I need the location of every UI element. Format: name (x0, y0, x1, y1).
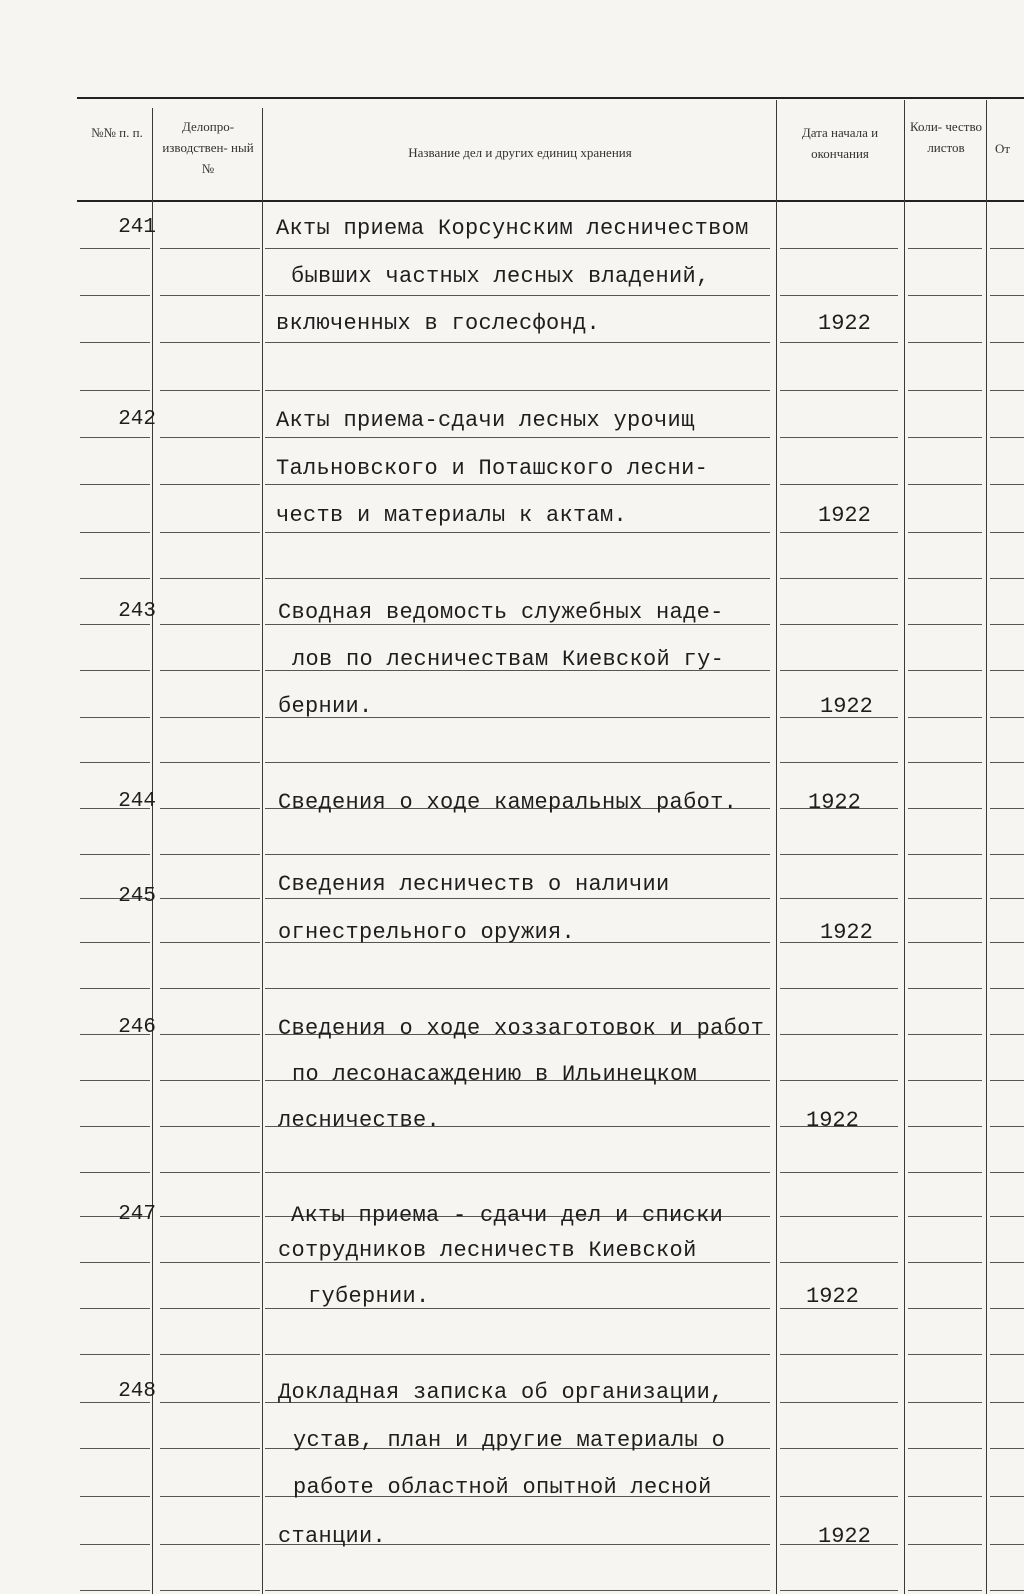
ruling-line (80, 1448, 150, 1449)
ruling-line (780, 578, 898, 579)
ruling-line (990, 532, 1024, 533)
row-title-line: лов по лесничествам Киевской гу- (292, 647, 725, 672)
ruling-line (80, 1172, 150, 1173)
ruling-line (990, 762, 1024, 763)
ruling-line (908, 1216, 982, 1217)
ruling-line (908, 624, 982, 625)
ruling-line (908, 762, 982, 763)
ruling-line (80, 1354, 150, 1355)
ruling-line (80, 624, 150, 625)
ruling-line (990, 342, 1024, 343)
ruling-line (160, 988, 260, 989)
row-year: 1922 (808, 790, 861, 815)
ruling-line (80, 1126, 150, 1127)
ruling-line (990, 578, 1024, 579)
ruling-line (160, 1544, 260, 1545)
ruling-line (160, 1354, 260, 1355)
ruling-line (80, 532, 150, 533)
ruling-line (160, 670, 260, 671)
ruling-line (780, 670, 898, 671)
ruling-line (780, 988, 898, 989)
ruling-line (908, 808, 982, 809)
ruling-line (80, 1496, 150, 1497)
ruling-line (990, 624, 1024, 625)
column-divider (262, 108, 263, 1594)
row-title-line: Сведения о ходе хоззаготовок и работ (278, 1016, 765, 1041)
ruling-line (160, 808, 260, 809)
ruling-line (990, 670, 1024, 671)
ruling-line (990, 1216, 1024, 1217)
row-year: 1922 (806, 1108, 859, 1133)
ruling-line (908, 1402, 982, 1403)
ruling-line (780, 854, 898, 855)
ruling-line (990, 1544, 1024, 1545)
ruling-line (80, 248, 150, 249)
ruling-line (780, 1402, 898, 1403)
ruling-line (160, 484, 260, 485)
ruling-line (908, 248, 982, 249)
ruling-line (160, 1402, 260, 1403)
row-year: 1922 (818, 311, 871, 336)
ruling-line (908, 1308, 982, 1309)
ruling-line (265, 578, 770, 579)
column-divider (904, 100, 905, 1594)
ruling-line (160, 624, 260, 625)
ruling-line (265, 1590, 770, 1591)
ruling-line (160, 578, 260, 579)
ruling-line (80, 762, 150, 763)
row-title-line: губернии. (308, 1284, 430, 1309)
ruling-line (160, 295, 260, 296)
ruling-line (80, 1544, 150, 1545)
ruling-line (80, 295, 150, 296)
header-sheets: Коли- чество листов (910, 119, 983, 155)
ruling-line (990, 898, 1024, 899)
row-year: 1922 (820, 920, 873, 945)
ruling-line (908, 1034, 982, 1035)
ruling-line (80, 484, 150, 485)
row-title-line: Тальновского и Поташского лесни- (276, 456, 709, 481)
ruling-line (160, 248, 260, 249)
row-year: 1922 (818, 503, 871, 528)
row-year: 1922 (820, 694, 873, 719)
ruling-line (908, 1544, 982, 1545)
ruling-line (780, 248, 898, 249)
row-title-line: устав, план и другие материалы о (293, 1428, 726, 1453)
header-bottom-rule (77, 200, 1024, 202)
ruling-line (780, 1354, 898, 1355)
ruling-line (160, 898, 260, 899)
row-title-line: Сводная ведомость служебных наде- (278, 600, 724, 625)
ruling-line (265, 390, 770, 391)
row-number: 241 (118, 216, 156, 239)
ruling-line (990, 1590, 1024, 1591)
column-divider (776, 100, 777, 1594)
ruling-line (908, 1590, 982, 1591)
ruling-line (265, 484, 770, 485)
ruling-line (990, 1080, 1024, 1081)
ruling-line (80, 390, 150, 391)
ruling-line (780, 624, 898, 625)
ruling-line (265, 248, 770, 249)
row-title-line: Докладная записка об организации, (278, 1380, 724, 1405)
ruling-line (780, 1448, 898, 1449)
ruling-line (265, 1172, 770, 1173)
ruling-line (780, 484, 898, 485)
ruling-line (990, 717, 1024, 718)
ruling-line (265, 1354, 770, 1355)
ruling-line (160, 1126, 260, 1127)
ruling-line (160, 342, 260, 343)
ruling-line (780, 1262, 898, 1263)
ruling-line (990, 1262, 1024, 1263)
ruling-line (908, 437, 982, 438)
ruling-line (990, 437, 1024, 438)
ruling-line (780, 295, 898, 296)
ruling-line (990, 1496, 1024, 1497)
ruling-line (160, 1216, 260, 1217)
ruling-line (908, 1262, 982, 1263)
ruling-line (990, 808, 1024, 809)
ruling-line (160, 854, 260, 855)
row-title-line: Сведения о ходе камеральных работ. (278, 790, 738, 815)
ruling-line (990, 1448, 1024, 1449)
column-divider (986, 100, 987, 1594)
row-title-line: честв и материалы к актам. (276, 503, 628, 528)
ruling-line (80, 437, 150, 438)
row-number: 245 (118, 885, 156, 908)
ruling-line (990, 390, 1024, 391)
row-number: 244 (118, 790, 156, 813)
ruling-line (908, 942, 982, 943)
ruling-line (908, 1354, 982, 1355)
ruling-line (908, 898, 982, 899)
ruling-line (780, 1216, 898, 1217)
header-title: Название дел и других единиц хранения (408, 145, 632, 160)
ruling-line (160, 1172, 260, 1173)
ruling-line (80, 1080, 150, 1081)
ruling-line (908, 854, 982, 855)
ruling-line (80, 988, 150, 989)
ruling-line (908, 1496, 982, 1497)
ruling-line (780, 437, 898, 438)
ruling-line (908, 1080, 982, 1081)
ruling-line (780, 1034, 898, 1035)
ruling-line (780, 898, 898, 899)
ruling-line (80, 1590, 150, 1591)
ruling-line (160, 717, 260, 718)
ruling-line (160, 532, 260, 533)
ruling-line (990, 1126, 1024, 1127)
row-title-line: бернии. (278, 694, 373, 719)
column-divider (152, 108, 153, 1594)
ruling-line (908, 532, 982, 533)
ruling-line (780, 390, 898, 391)
ruling-line (908, 578, 982, 579)
ruling-line (908, 484, 982, 485)
ruling-line (990, 1034, 1024, 1035)
ruling-line (160, 1308, 260, 1309)
row-number: 243 (118, 600, 156, 623)
ruling-line (80, 717, 150, 718)
ruling-line (160, 1034, 260, 1035)
row-title-line: по лесонасаждению в Ильинецком (292, 1062, 698, 1087)
row-title-line: лесничестве. (278, 1108, 441, 1133)
ruling-line (908, 1448, 982, 1449)
ruling-line (908, 295, 982, 296)
row-year: 1922 (806, 1284, 859, 1309)
ruling-line (780, 1080, 898, 1081)
row-title-line: станции. (278, 1524, 387, 1549)
ruling-line (780, 762, 898, 763)
ruling-line (990, 248, 1024, 249)
ruling-line (265, 988, 770, 989)
ruling-line (80, 578, 150, 579)
row-number: 248 (118, 1380, 156, 1403)
ruling-line (160, 942, 260, 943)
row-title-line: сотрудников лесничеств Киевской (278, 1238, 697, 1263)
ruling-line (990, 988, 1024, 989)
ruling-line (990, 854, 1024, 855)
ruling-line (160, 437, 260, 438)
ruling-line (908, 670, 982, 671)
ruling-line (780, 532, 898, 533)
row-title-line: огнестрельного оружия. (278, 920, 576, 945)
ruling-line (265, 532, 770, 533)
ruling-line (265, 295, 770, 296)
header-notes: От (995, 141, 1011, 156)
header-number: №№ п. п. (91, 125, 143, 140)
ruling-line (265, 437, 770, 438)
ruling-line (780, 342, 898, 343)
ruling-line (160, 1448, 260, 1449)
ruling-line (990, 1172, 1024, 1173)
ruling-line (265, 762, 770, 763)
row-title-line: работе областной опытной лесной (293, 1475, 712, 1500)
ruling-line (780, 1496, 898, 1497)
ruling-line (990, 1354, 1024, 1355)
ruling-line (908, 1126, 982, 1127)
header-office-number: Делопро- изводствен- ный № (162, 119, 254, 176)
row-title-line: Акты приема Корсунским лесничеством (276, 216, 749, 241)
row-year: 1922 (818, 1524, 871, 1549)
row-number: 242 (118, 408, 156, 431)
ruling-line (780, 1590, 898, 1591)
row-title-line: включенных в гослесфонд. (276, 311, 601, 336)
row-title-line: Сведения лесничеств о наличии (278, 872, 670, 897)
ruling-line (80, 1262, 150, 1263)
row-title-line: бывших частных лесных владений, (291, 264, 710, 289)
ruling-line (780, 1172, 898, 1173)
ruling-line (80, 670, 150, 671)
ruling-line (990, 1308, 1024, 1309)
ruling-line (80, 854, 150, 855)
ruling-line (80, 1308, 150, 1309)
row-title-line: Акты приема-сдачи лесных урочищ (276, 408, 695, 433)
ruling-line (160, 1590, 260, 1591)
ruling-line (80, 942, 150, 943)
ruling-line (908, 342, 982, 343)
ruling-line (990, 484, 1024, 485)
ruling-line (160, 390, 260, 391)
ruling-line (265, 342, 770, 343)
ruling-line (990, 1402, 1024, 1403)
ruling-line (80, 342, 150, 343)
ruling-line (908, 390, 982, 391)
ruling-line (990, 295, 1024, 296)
ruling-line (908, 988, 982, 989)
ruling-line (160, 1080, 260, 1081)
row-number: 247 (118, 1203, 156, 1226)
ruling-line (160, 1496, 260, 1497)
row-number: 246 (118, 1016, 156, 1039)
row-title-line: Акты приема - сдачи дел и списки (291, 1203, 724, 1228)
ruling-line (265, 898, 770, 899)
ruling-line (908, 717, 982, 718)
header-top-rule (77, 97, 1024, 99)
ruling-line (160, 1262, 260, 1263)
ruling-line (265, 854, 770, 855)
ruling-line (990, 942, 1024, 943)
header-dates: Дата начала и окончания (801, 125, 879, 161)
ruling-line (908, 1172, 982, 1173)
ruling-line (160, 762, 260, 763)
